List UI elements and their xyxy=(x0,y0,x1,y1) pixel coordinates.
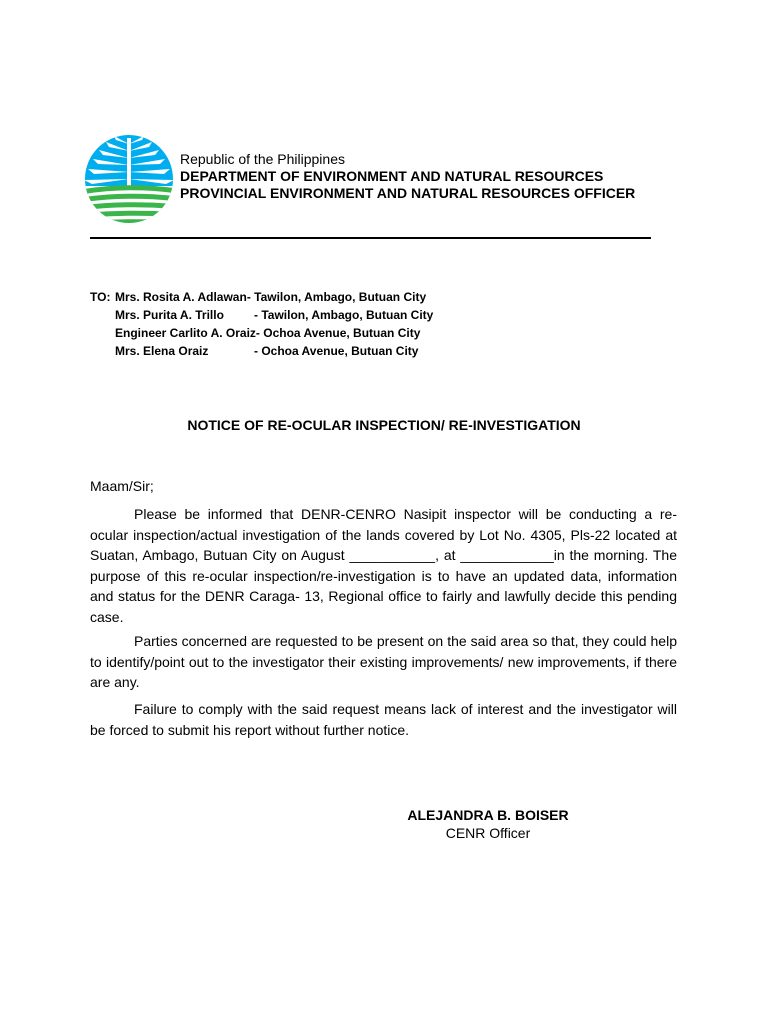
recipient-address: - Tawilon, Ambago, Butuan City xyxy=(246,290,427,304)
signatory-title: CENR Officer xyxy=(445,825,531,841)
body-paragraph-1: Please be informed that DENR-CENRO Nasipit inspector will be conducting a re- ocular inspection/actual investigation of the lands covered by Lot No. 4305, Pls-22 located at Suatan, Ambago, Butuan City on August ___________, at ____________in the morning. The purpose of this re-ocular inspection/re-investigation is to have an updated data, information and status for the DENR Caraga- 13, Regional office to fairly and lawfully decide this pending case. xyxy=(90,506,677,625)
header-divider xyxy=(90,237,651,239)
recipient-name: Engineer Carlito A. Oraiz xyxy=(115,326,256,340)
recipient-address: - Ochoa Avenue, Butuan City xyxy=(255,326,421,340)
recipient-row xyxy=(90,324,433,342)
body-paragraph-2: Parties concerned are requested to be present on the said area so that, they could help to identify/point out to the investigator their existing improvements/ new improvements, if there are any. xyxy=(90,633,677,690)
recipient-row xyxy=(90,342,433,360)
recipient-name: Mrs. Rosita A. Adlawan xyxy=(115,290,247,304)
denr-logo-icon xyxy=(84,134,174,224)
republic-line: Republic of the Philippines xyxy=(180,151,345,167)
salutation: Maam/Sir; xyxy=(90,478,154,494)
office-line: PROVINCIAL ENVIRONMENT AND NATURAL RESOURCES OFFICER xyxy=(180,185,636,201)
body-paragraph-3: Failure to comply with the said request means lack of interest and the investigator will be forced to submit his report without further notice. xyxy=(90,701,677,738)
recipient-row xyxy=(90,288,433,306)
letterhead xyxy=(180,151,635,202)
recipients-block xyxy=(90,288,433,360)
notice-title-text: NOTICE OF RE-OCULAR INSPECTION/ RE-INVESTIGATION xyxy=(187,417,581,433)
recipient-name: Mrs. Elena Oraiz xyxy=(115,344,209,358)
recipient-name: Mrs. Purita A. Trillo xyxy=(115,308,224,322)
recipient-row xyxy=(90,306,433,324)
signature-block xyxy=(398,806,578,842)
department-line: DEPARTMENT OF ENVIRONMENT AND NATURAL RESOURCES xyxy=(180,168,604,184)
signatory-name: ALEJANDRA B. BOISER xyxy=(407,807,569,823)
recipient-address: - Tawilon, Ambago, Butuan City xyxy=(254,308,434,322)
notice-title xyxy=(0,417,768,433)
recipient-address: - Ochoa Avenue, Butuan City xyxy=(254,344,419,358)
to-label: TO: xyxy=(90,290,111,304)
